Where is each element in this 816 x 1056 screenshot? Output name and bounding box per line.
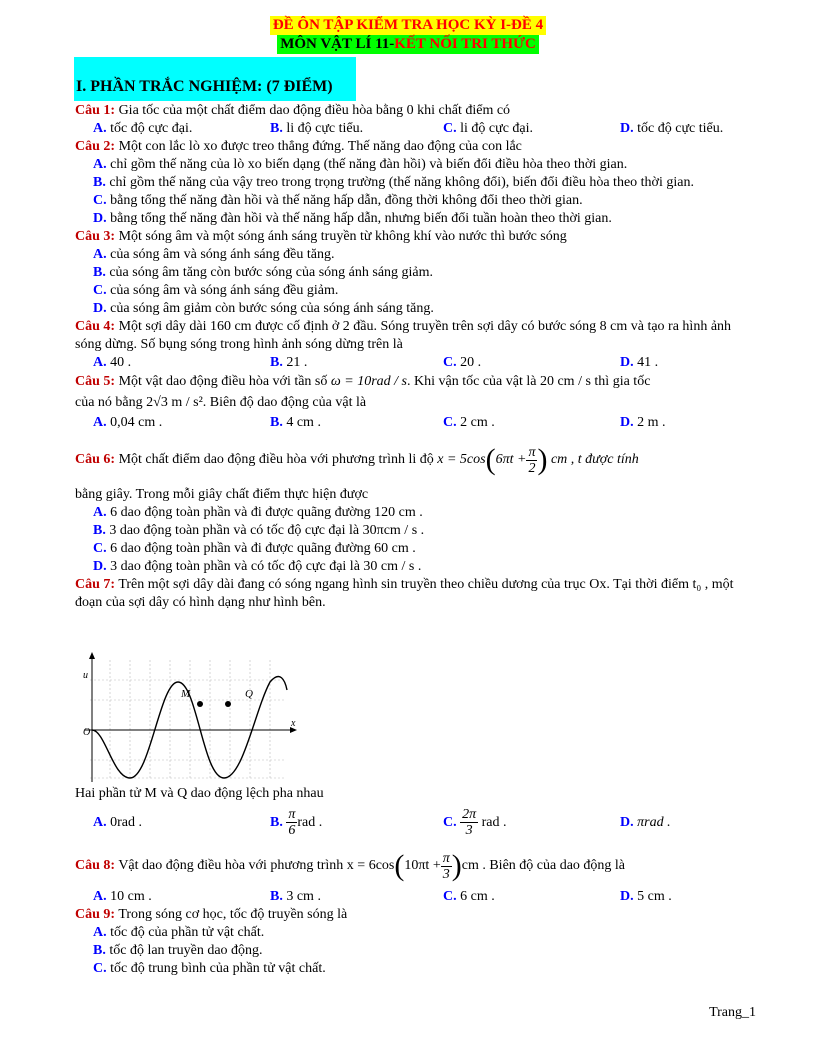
options-row: [93, 414, 740, 432]
options-row: [93, 803, 740, 843]
option-a: A. của sóng âm và sóng ánh sáng đều tăng.: [93, 247, 335, 262]
option-a: A. tốc độ của phần tử vật chất.: [93, 925, 265, 940]
question-9: Câu 9: Trong sóng cơ học, tốc độ truyền sóng là: [75, 907, 348, 922]
option-d: D. của sóng âm giảm còn bước sóng của sóng ánh sáng tăng.: [93, 301, 434, 316]
question-5: Câu 5: Một vật dao động điều hòa với tần số ω = 10rad / s. Khi vận tốc của vật là 20 cm / s thì gia tốc: [75, 374, 651, 389]
option-c: C. tốc độ trung bình của phần tử vật chất.: [93, 961, 326, 976]
option-d: D. 41 .: [620, 355, 659, 370]
options-row: [93, 888, 740, 906]
question-7: Câu 7: Trên một sợi dây dài đang có sóng ngang hình sin truyền theo chiều dương của trục Ox. Tại thời điểm t₀ , một đoạn của sợi dây có hình dạng như hình bên.: [75, 577, 734, 610]
options-row: [93, 120, 740, 138]
question-6: Câu 6: Một chất điểm dao động điều hòa với phương trình li độ x = 5cos(6πt + $\frac{\pi}{2}$ ) cm , t được tính: [75, 443, 639, 476]
title-line-1: ĐỀ ÔN TẬP KIỂM TRA HỌC KỲ I-ĐỀ 4: [270, 16, 546, 35]
point-m: [197, 701, 203, 707]
question-2: Câu 2: Một con lắc lò xo được treo thẳng đứng. Thế năng dao động của con lắc: [75, 139, 522, 154]
option-d: D. 3 dao động toàn phần và có tốc độ cực đại là 30 cm / s .: [93, 559, 422, 574]
option-c: C. 2 cm .: [443, 415, 495, 430]
point-q: [225, 701, 231, 707]
option-b: B. li độ cực tiểu.: [270, 121, 364, 136]
option-a: A. 10 cm .: [93, 889, 152, 904]
option-c: C. 6 cm .: [443, 889, 495, 904]
question-1: [75, 102, 740, 120]
option-c: C. $\frac{2\pi}{3}$ rad .: [443, 807, 507, 839]
question-8: Câu 8: Vật dao động điều hòa với phương trình x = 6cos(10πt + $\frac{\pi}{3}$ )cm . Biên độ của dao động là: [75, 849, 626, 882]
question-3: Câu 3: Một sóng âm và một sóng ánh sáng truyền từ không khí vào nước thì bước sóng: [75, 229, 567, 244]
acceleration-value: 2√3 m / s²: [146, 395, 203, 410]
fraction: $\frac{\pi}{3}$: [442, 850, 450, 882]
option-d: D. 2 m .: [620, 415, 666, 430]
question-4: Câu 4: Một sợi dây dài 160 cm được cố định ở 2 đầu. Sóng truyền trên sợi dây có bước sóng 8 cm và tạo ra hình ảnh sóng dừng. Số bụng sóng trong hình ảnh sóng dừng trên là: [75, 319, 732, 352]
option-c: C. 20 .: [443, 355, 482, 370]
x-axis-label: x: [291, 718, 296, 729]
option-a: A. tốc độ cực đại.: [93, 121, 193, 136]
options-row: [93, 354, 740, 372]
title-line-2: [277, 35, 539, 54]
option-a: A. 6 dao động toàn phần và đi được quãng đường 120 cm .: [93, 505, 423, 520]
title-series: KẾT NỐI TRI THỨC: [394, 36, 536, 52]
option-c: C. 6 dao động toàn phần và đi được quãng đường 60 cm .: [93, 541, 416, 556]
wave-graph: [75, 650, 305, 786]
option-b: B. 4 cm .: [270, 415, 321, 430]
option-c: C. bằng tổng thế năng đàn hồi và thế năng hấp dẫn, đồng thời không đổi theo thời gian.: [93, 193, 583, 208]
option-a: A. 0rad .: [93, 815, 143, 830]
option-c: C. của sóng âm và sóng ánh sáng đều giảm.: [93, 283, 339, 298]
question-text: Gia tốc của một chất điểm dao động điều hòa bằng 0 khi chất điểm có: [118, 103, 511, 118]
option-d: D. 5 cm .: [620, 889, 672, 904]
option-d: D. bằng tổng thế năng đàn hồi và thế năng hấp dẫn, nhưng biến đổi tuần hoàn theo thời gian.: [93, 211, 612, 226]
question-7-prompt: Hai phần tử M và Q dao động lệch pha nhau: [75, 786, 324, 801]
option-d: D. tốc độ cực tiểu.: [620, 121, 724, 136]
page-number: Trang_1: [709, 1005, 756, 1020]
question-label: Câu 1:: [75, 103, 116, 118]
option-a: A. chỉ gồm thế năng của lò xo biến dạng (thế năng đàn hồi) và biến đổi điều hòa theo thời gian.: [93, 157, 628, 172]
document-title: [0, 16, 816, 54]
origin-label: O: [83, 727, 91, 738]
option-b: B. của sóng âm tăng còn bước sóng của sóng ánh sáng giảm.: [93, 265, 434, 280]
option-b: B. 3 cm .: [270, 889, 321, 904]
option-b: B. 3 dao động toàn phần và có tốc độ cực đại là 30πcm / s .: [93, 523, 425, 538]
section-heading: I. PHẦN TRẮC NGHIỆM: (7 ĐIỂM): [74, 57, 356, 101]
question-list: Câu 1: Gia tốc của một chất điểm dao động điều hòa bằng 0 khi chất điểm có A. tốc độ cực đại. B. li độ cực tiểu. C. li độ cực đại. D. tốc độ cực tiểu. Câu 2: Một con lắc lò xo được treo thẳng đứng. Thế năng dao động của con lắc A. chỉ gồm thế năng của lò xo biến dạng (thế năng đàn hồi) và biến đổi điều hòa theo thời gian. B. chỉ gồm thế năng của vậy treo trong trọng trường (thế năng không đổi), biến đổi điều hòa theo thời gian. C. bằng tổng thế năng đàn hồi và thế năng hấp dẫn, đồng thời không đổi theo thời gian. D. bằng tổng thế năng đàn hồi và thế năng hấp dẫn, nhưng biến đổi tuần hoàn theo thời gian. Câu 3: Một sóng âm và một sóng ánh sáng truyền từ không khí vào nước thì bước sóng A. của sóng âm và sóng ánh sáng đều tăng. B. của sóng âm tăng còn bước sóng của sóng ánh sáng giảm. C. của sóng âm và sóng ánh sáng đều giảm. D. của sóng âm giảm còn bước sóng của sóng ánh sáng tăng. Câu 4: Một sợi dây dài 160 cm được cố định ở 2 đầu. Sóng truyền trên sợi dây có bước sóng 8 cm và tạo ra hình ảnh sóng dừng. Số bụng sóng trong hình ảnh sóng dừng trên là A. 40 . B. 21 . C. 20 . D. 41 . Câu 5: Một vật dao động điều hòa với tần số ω = 10rad / s. Khi vận tốc của vật là 20 cm / s thì gia tốc của nó bằng 2√3 m / s². Biên độ dao động của vật là A. 0,04 cm . B. 4 cm . C. 2 cm . D. 2 m . Câu 6: Một chất điểm dao động điều hòa với phương trình li độ x = 5cos(6πt + $\frac{\pi}{2}$ ) cm , t được tính bằng giây. Trong mỗi giây chất điểm thực hiện được A. 6 dao động toàn phần và đi được quãng đường 120 cm . B. 3 dao động toàn phần và có tốc độ cực đại là 30πcm / s . C. 6 dao động toàn phần và đi được quãng đường 60 cm . D. 3 dao động toàn phần và có tốc độ cực đại là 30 cm / s . Câu 7: Trên một sợi dây dài đang có sóng ngang hình sin truyền theo chiều dương của trục Ox. Tại thời điểm t₀ , một đoạn của sợi dây có hình dạng như hình bên.: [75, 102, 740, 612]
fraction: $\frac{\pi}{2}$: [528, 444, 536, 476]
title-subject: MÔN VẬT LÍ 11-: [280, 36, 395, 52]
option-c: C. li độ cực đại.: [443, 121, 534, 136]
label-q: Q: [245, 688, 253, 700]
question-list-continued: [75, 785, 740, 978]
option-a: A. 40 .: [93, 355, 132, 370]
option-b: B. chỉ gồm thế năng của vậy treo trong trọng trường (thế năng không đổi), biến đổi điều hòa theo thời gian.: [93, 175, 694, 190]
option-b: B. 21 .: [270, 355, 308, 370]
option-d: D. πrad .: [620, 815, 671, 830]
option-b: B. $\frac{\pi}{6}$ rad .: [270, 807, 323, 839]
option-b: B. tốc độ lan truyền dao động.: [93, 943, 263, 958]
option-a: A. 0,04 cm .: [93, 415, 163, 430]
u-axis-label: u: [83, 670, 88, 681]
label-m: M: [181, 688, 191, 700]
